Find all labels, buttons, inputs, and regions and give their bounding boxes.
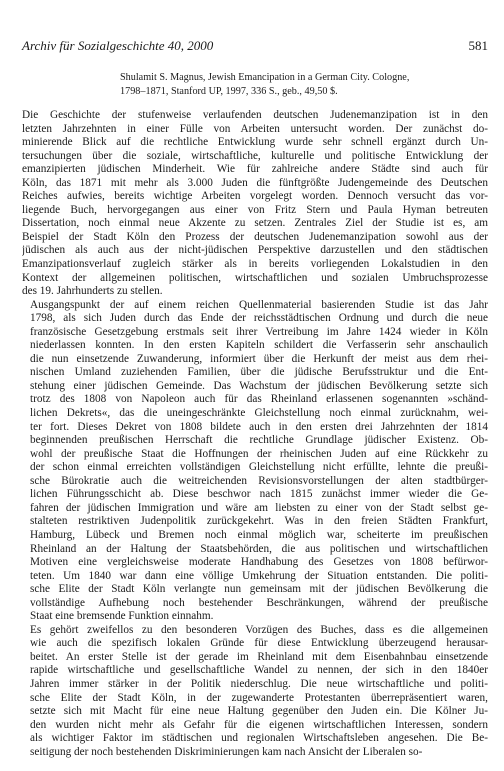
text-line: wohl der preußische Staat die Hoffnungen der rheinischen Juden auf eine Rückkehr zu: [30, 447, 488, 460]
text-line: sche Bürokratie auch die weitreichenden Revisionsvorstellungen der alten stadtbürger-: [30, 474, 488, 487]
text-line: wie auch die spezifisch lokalen Gründe für diese Entwicklung überzeugend herausar-: [30, 637, 488, 650]
text-line: als wichtiger Faktor im städtischen und regionalen Wirtschaftsleben angesehen. Die Be-: [30, 732, 488, 745]
text-line: fahren der jüdischen Immigration und wäre am liebsten zu einer von der Stadt selbst ge-: [30, 501, 488, 514]
body-paragraph: [22, 624, 488, 759]
text-line: minierende Blick auf die rechtliche Entwicklung wurde sehr schnell ergänzt durch Un-: [22, 136, 488, 149]
text-line: die nun einsetzende Zuwanderung, informiert über die Herkunft der meist aus dem rhei-: [30, 352, 488, 365]
text-line: liegende Buch, hervorgegangen aus einer von Fritz Stern und Paula Hyman betreuten: [22, 203, 488, 216]
text-line: jüdischen als auch aus der nicht-jüdischen Perspektive darzustellen und den städtischen: [22, 244, 488, 257]
text-line: letzten Jahrzehnten in einer Fülle von Arbeiten untersucht worden. Der zunächst do-: [22, 122, 488, 135]
text-line: der schon einmal erreichten vollständigen Gleichstellung nicht erfüllte, lehnte die preußi-: [30, 461, 488, 474]
body-paragraph: [22, 299, 488, 624]
text-line: Rheinland an der Haltung der Staatsbehörden, die aus politischen und wirtschaftlichen: [30, 542, 488, 555]
text-line: lichen Führungsschicht ab. Diese beschwor nach 1815 zunächst immer wieder die Ge-: [30, 488, 488, 501]
text-line: Ausgangspunkt der auf einem reichen Quellenmaterial basierenden Studie ist das Jahr: [30, 298, 488, 311]
text-line: seitigung der noch bestehenden Diskriminierungen kam nach Ansicht der Liberalen so-: [30, 745, 423, 758]
citation-line: Shulamit S. Magnus, Jewish Emancipation in a German City. Cologne,: [120, 72, 410, 83]
text-line: emanzipierten jüdischen Minderheit. Wie für zahlreiche andere Städte sind auch für: [22, 163, 488, 176]
text-line: beginnenden preußischen Herrschaft die rechtliche Grundlage jüdischer Existenz. Ob-: [30, 434, 488, 447]
text-line: Die Geschichte der stufenweise verlaufenden deutschen Judenemanzipation ist in den: [22, 109, 488, 121]
text-line: 1798, als sich Juden durch das Ende der reichsstädtischen Ordnung und durch die neue: [30, 312, 488, 325]
text-line: Motiven eine vergleichsweise moderate Handhabung des Gesetzes von 1808 befürwor-: [30, 556, 488, 569]
text-line: nischen Umland zuziehenden Familien, über die jüdische Berufsstruktur und die Ent-: [30, 366, 488, 379]
review-body: [22, 109, 488, 759]
text-line: Emanzipationsverlauf zugleich stärker als in bereits vorliegenden Lokalstudien in den: [22, 258, 488, 271]
page-number: 581: [468, 38, 488, 53]
text-line: sche Elite der Stadt Köln, in der zugewanderte Protestanten überrepräsentiert waren,: [30, 691, 488, 704]
book-citation: [120, 71, 484, 99]
text-line: Dissertation, noch einmal neue Akzente zu setzen. Zentrales Ziel der Studie ist es, am: [22, 217, 488, 230]
text-line: Köln, das 1871 mit mehr als 3.000 Juden die fünftgrößte Judengemeinde des Deutschen: [22, 176, 488, 189]
text-line: beitet. An erster Stelle ist der gerade im Rheinland mit dem Eisenbahnbau einsetzende: [30, 650, 488, 663]
text-line: tersuchungen über die soziale, wirtschaftliche, kulturelle und politische Entwicklung der: [22, 149, 488, 162]
text-line: stalteten restriktiven Judenpolitik zurückgekehrt. Was in den freien Städten Frankfurt,: [30, 515, 488, 528]
text-line: Hamburg, Lübeck und Bremen noch einmal möglich war, scheiterte im preußischen: [30, 528, 488, 541]
running-header: [22, 38, 488, 54]
text-line: setzte sich mit Macht für eine neue Haltung gegenüber den Juden ein. Die Kölner Ju-: [30, 705, 488, 718]
body-paragraph: [22, 109, 488, 299]
running-title: Archiv für Sozialgeschichte 40, 2000: [22, 38, 214, 53]
text-line: Kontext der allgemeinen politischen, wirtschaftlichen und sozialen Umbruchsprozesse: [22, 271, 488, 284]
text-line: Jahren immer stärker in der Politik niederschlug. Die neue wirtschaftliche und politi-: [30, 677, 488, 690]
text-line: des 19. Jahrhunderts zu stellen.: [22, 285, 163, 298]
citation-line: 1798–1871, Stanford UP, 1997, 336 S., geb., 49,50 $.: [120, 86, 338, 97]
text-line: teten. Um 1840 war dann eine völlige Umkehrung der Situation entstanden. Die politi-: [30, 569, 488, 582]
text-line: stehung einer jüdischen Gemeinde. Das Wachstum der jüdischen Bevölkerung setzte sich: [30, 379, 488, 392]
text-line: lichen Dekrets«, das die uneingeschränkte Gleichstellung noch einmal zurücknahm, wei-: [30, 407, 488, 420]
text-line: Staat eine bremsende Funktion einnahm.: [30, 610, 214, 623]
text-line: den wurden nicht mehr als Gefahr für die eigenen wirtschaftlichen Interessen, sondern: [30, 718, 488, 731]
text-line: Es gehört zweifellos zu den besonderen Vorzügen des Buches, dass es die allgemeinen: [30, 623, 488, 636]
text-line: Beispiel der Stadt Köln den Prozess der deutschen Judenemanzipation sowohl aus der: [22, 230, 488, 243]
text-line: vollständige Aufhebung noch bestehender Beschränkungen, während der preußische: [30, 596, 488, 609]
text-line: rapide wirtschaftliche und gesellschaftliche Wandel zu nennen, der sich in den 1840er: [30, 664, 488, 677]
text-line: französische Gesetzgebung erstmals seit ihrer Vertreibung im Jahre 1424 wieder in Köln: [30, 325, 488, 338]
text-line: sche Elite der Stadt Köln verlangte nun gemeinsam mit der jüdischen Bevölkerung die: [30, 583, 488, 596]
text-line: niederlassen konnten. In den ersten Kapiteln schildert die Verfasserin sehr anschaulich: [30, 339, 488, 352]
text-line: trotz des 1808 von Napoleon auch für das Rheinland erlassenen sogenannten »schänd-: [30, 393, 488, 406]
text-line: Reiches aufwies, bereits wichtige Arbeiten vorgelegt worden. Dennoch versucht das vor-: [22, 190, 488, 203]
text-line: ter fort. Dieses Dekret von 1808 bildete auch in den ersten drei Jahrzehnten der 1814: [30, 420, 488, 433]
